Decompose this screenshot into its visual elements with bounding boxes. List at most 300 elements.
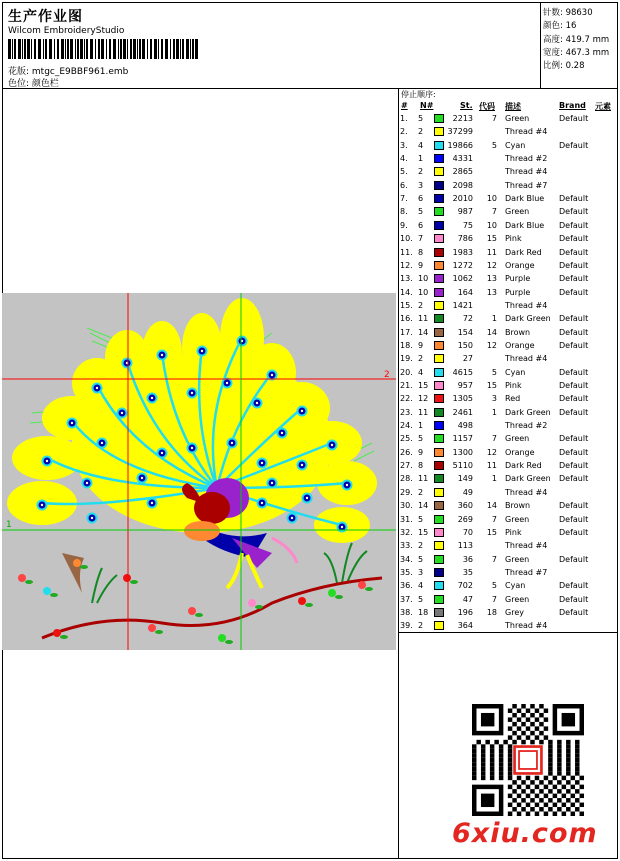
stitch-count: 1062 [452,274,473,284]
stitch-count: 113 [457,541,473,551]
needle-number: 4 [418,140,424,150]
color-count: 颜色: 16 [543,21,577,31]
color-swatch [434,488,444,497]
table-row [399,554,619,567]
row-number: 2. [400,127,408,137]
color-swatch [434,434,444,443]
thread-code: 5 [491,367,497,377]
thread-brand: Default [559,554,589,564]
thread-brand: Default [559,114,589,123]
stitch-count: 37299 [447,127,473,137]
needle-number: 3 [418,567,424,577]
stitch-count: 149 [457,474,473,484]
row-number: 14. [400,287,413,297]
marker-1: 1 [6,520,12,530]
thread-code: 15 [486,381,497,390]
col-header-stitches: St. [460,101,473,110]
table-row [399,620,619,633]
needle-number: 10 [418,274,429,284]
color-swatch [434,207,444,216]
thread-code: 1 [491,407,497,417]
stitch-count: 987 [457,207,473,217]
thread-description: Green [505,514,530,524]
thread-description: Purple [505,287,531,297]
thread-code: 5 [491,140,497,150]
row-number: 30. [400,501,413,511]
thread-brand: Default [559,461,589,471]
needle-number: 15 [418,527,429,537]
thread-brand: Default [559,314,589,324]
needle-number: 4 [418,367,424,377]
needle-number: 14 [418,327,429,337]
color-swatch [434,474,444,483]
needle-number: 3 [418,180,424,190]
thread-brand: Default [559,367,589,377]
needle-number: 4 [418,581,424,591]
thread-brand: Default [559,207,589,217]
design-preview [2,293,396,650]
color-swatch [434,541,444,550]
thread-brand: Default [559,607,589,617]
color-swatch [434,608,444,617]
table-row [399,433,619,446]
thread-description: Brown [505,501,531,511]
row-number: 39. [400,621,413,631]
color-swatch [434,328,444,337]
needle-number: 11 [418,314,429,324]
needle-number: 5 [418,114,424,123]
table-row [399,407,619,420]
color-swatch [434,448,444,457]
color-swatch [434,181,444,190]
stitch-count: 36 [462,554,473,564]
color-swatch [434,621,444,630]
stitch-count: 4615 [452,367,473,377]
thread-code: 10 [486,194,497,204]
thread-code: 7 [491,114,497,123]
needle-number: 12 [418,394,429,404]
thread-brand: Default [559,527,589,537]
color-swatch [434,154,444,163]
row-number: 34. [400,554,413,564]
color-swatch [434,595,444,604]
stitch-count: 2865 [452,167,473,177]
stitch-count: 1305 [452,394,473,404]
thread-brand: Default [559,474,589,484]
thread-description: Thread #4 [505,487,548,497]
color-swatch [434,408,444,417]
table-row [399,460,619,473]
thread-description: Thread #7 [505,567,548,577]
table-row [399,514,619,527]
color-position: 色位: 颜色栏 [8,79,59,89]
stitch-count: 35 [462,567,473,577]
table-row [399,473,619,486]
color-swatch [434,167,444,176]
row-number: 1. [400,114,408,123]
thread-description: Thread #4 [505,354,548,364]
table-row [399,233,619,246]
color-swatch [434,354,444,363]
table-row [399,380,619,393]
row-number: 11. [400,247,413,257]
thread-code: 10 [486,220,497,230]
table-row [399,327,619,340]
design-width: 宽度: 467.3 mm [543,48,610,58]
thread-description: Dark Red [505,247,542,257]
needle-number: 5 [418,207,424,217]
stitch-count: 269 [457,514,473,524]
row-number: 36. [400,581,413,591]
stitch-count: 针数: 98630 [543,8,593,18]
stop-sequence-label: 停止顺序: [401,90,436,99]
watermark-logo: 6xiu.com [452,818,598,849]
thread-code: 7 [491,514,497,524]
color-swatch [434,261,444,270]
stitch-count: 1157 [452,434,473,444]
stitch-count: 702 [457,581,473,591]
sheet-title: 生产作业图 [8,9,83,25]
thread-brand: Default [559,514,589,524]
color-swatch [434,394,444,403]
table-row [399,247,619,260]
thread-brand: Default [559,434,589,444]
qr-code [472,704,584,816]
thread-code: 13 [486,274,497,284]
color-swatch [434,248,444,257]
row-number: 6. [400,180,408,190]
marker-2: 2 [384,370,390,380]
table-row [399,567,619,580]
col-header-brand: Brand [559,101,586,110]
stitch-count: 154 [457,327,473,337]
thread-code: 7 [491,554,497,564]
row-number: 13. [400,274,413,284]
row-number: 15. [400,300,413,310]
row-number: 27. [400,461,413,471]
design-stats [540,2,618,89]
thread-brand: Default [559,234,589,244]
table-row [399,487,619,500]
thread-description: Green [505,207,530,217]
needle-number: 5 [418,514,424,524]
table-row [399,300,619,313]
thread-brand: Default [559,327,589,337]
thread-code: 3 [491,394,497,404]
thread-brand: Default [559,394,589,404]
row-number: 7. [400,194,408,204]
color-swatch [434,421,444,430]
table-row [399,126,619,139]
thread-code: 7 [491,594,497,604]
stitch-count: 5110 [452,461,473,471]
row-number: 9. [400,220,408,230]
row-number: 32. [400,527,413,537]
needle-number: 11 [418,474,429,484]
stitch-count: 4331 [452,154,473,164]
stitch-count: 196 [457,607,473,617]
thread-brand: Default [559,447,589,457]
thread-description: Dark Red [505,461,542,471]
stitch-count: 75 [462,220,473,230]
thread-description: Dark Blue [505,194,545,204]
thread-description: Orange [505,340,535,350]
needle-number: 14 [418,501,429,511]
thread-code: 7 [491,434,497,444]
stitch-count: 1272 [452,260,473,270]
table-row [399,527,619,540]
needle-number: 18 [418,607,429,617]
stitch-count: 2098 [452,180,473,190]
row-number: 21. [400,381,413,390]
row-number: 17. [400,327,413,337]
color-swatch [434,141,444,150]
thread-description: Orange [505,447,535,457]
thread-description: Thread #4 [505,127,548,137]
thread-description: Brown [505,327,531,337]
row-number: 12. [400,260,413,270]
row-number: 24. [400,421,413,431]
row-number: 33. [400,541,413,551]
needle-number: 2 [418,487,424,497]
table-row [399,193,619,206]
stitch-count: 2461 [452,407,473,417]
color-swatch [434,381,444,390]
stitch-count: 49 [462,487,473,497]
col-header-needle: N# [420,101,434,110]
thread-description: Pink [505,381,522,390]
table-row [399,180,619,193]
needle-number: 2 [418,127,424,137]
thread-description: Dark Green [505,474,551,484]
table-row [399,340,619,353]
thread-code: 14 [486,327,497,337]
stitch-count: 957 [457,381,473,390]
software-name: Wilcom EmbroideryStudio [8,26,125,36]
thread-brand: Default [559,220,589,230]
color-swatch [434,528,444,537]
thread-description: Thread #4 [505,541,548,551]
needle-number: 1 [418,154,424,164]
table-row [399,166,619,179]
table-row [399,153,619,166]
needle-number: 5 [418,434,424,444]
thread-description: Pink [505,234,522,244]
thread-description: Purple [505,274,531,284]
color-swatch [434,221,444,230]
thread-brand: Default [559,260,589,270]
thread-code: 11 [486,247,497,257]
thread-brand: Default [559,287,589,297]
barcode [8,39,203,59]
thread-brand: Default [559,594,589,604]
thread-description: Cyan [505,581,526,591]
thread-description: Cyan [505,367,526,377]
needle-number: 6 [418,194,424,204]
thread-description: Dark Blue [505,220,545,230]
thread-brand: Default [559,194,589,204]
thread-code: 12 [486,447,497,457]
thread-description: Dark Green [505,314,551,324]
color-swatch [434,127,444,136]
row-number: 28. [400,474,413,484]
needle-number: 2 [418,621,424,631]
stitch-count: 27 [462,354,473,364]
color-swatch [434,194,444,203]
color-swatch [434,274,444,283]
thread-code: 15 [486,234,497,244]
thread-code: 12 [486,260,497,270]
stitch-count: 498 [457,421,473,431]
col-header-desc: 描述 [505,102,521,111]
needle-number: 8 [418,247,424,257]
needle-number: 2 [418,541,424,551]
thread-brand: Default [559,247,589,257]
thread-description: Thread #2 [505,154,548,164]
stitch-count: 1421 [452,300,473,310]
stitch-count: 164 [457,287,473,297]
thread-description: Pink [505,527,522,537]
row-number: 4. [400,154,408,164]
needle-number: 1 [418,421,424,431]
table-row [399,206,619,219]
thread-brand: Default [559,407,589,417]
color-swatch [434,301,444,310]
stitch-count: 364 [457,621,473,631]
thread-code: 15 [486,527,497,537]
thread-description: Thread #4 [505,621,548,631]
peacock-embroidery-image [2,293,396,650]
needle-number: 2 [418,354,424,364]
stitch-count: 786 [457,234,473,244]
color-swatch [434,555,444,564]
needle-number: 9 [418,260,424,270]
stitch-count: 72 [462,314,473,324]
row-number: 8. [400,207,408,217]
thread-code: 1 [491,474,497,484]
color-swatch [434,288,444,297]
design-height: 高度: 419.7 mm [543,35,610,45]
row-number: 26. [400,447,413,457]
row-number: 19. [400,354,413,364]
color-swatch [434,568,444,577]
needle-number: 5 [418,554,424,564]
table-row [399,420,619,433]
col-header-num: # [401,101,408,110]
row-number: 37. [400,594,413,604]
thread-description: Red [505,394,521,404]
thread-description: Dark Green [505,407,551,417]
col-header-element: 元素 [595,102,611,111]
table-row [399,220,619,233]
needle-number: 6 [418,220,424,230]
row-number: 23. [400,407,413,417]
table-row [399,140,619,153]
stitch-count: 1983 [452,247,473,257]
thread-code: 14 [486,501,497,511]
table-row [399,313,619,326]
thread-description: Orange [505,260,535,270]
pattern-file: 花版: mtgc_E9BBF961.emb [8,67,129,77]
needle-number: 9 [418,447,424,457]
thread-brand: Default [559,501,589,511]
color-swatch [434,114,444,123]
needle-number: 7 [418,234,424,244]
table-row [399,273,619,286]
color-swatch [434,341,444,350]
needle-number: 11 [418,407,429,417]
needle-number: 10 [418,287,429,297]
row-number: 35. [400,567,413,577]
row-number: 18. [400,340,413,350]
thread-description: Thread #4 [505,300,548,310]
needle-number: 15 [418,381,429,390]
stitch-count: 1300 [452,447,473,457]
thread-description: Grey [505,607,524,617]
color-swatch [434,581,444,590]
stitch-count: 150 [457,340,473,350]
thread-description: Cyan [505,140,526,150]
needle-number: 5 [418,594,424,604]
needle-number: 8 [418,461,424,471]
row-number: 3. [400,140,408,150]
thread-code: 18 [486,607,497,617]
color-sequence-panel [398,89,618,633]
thread-code: 5 [491,581,497,591]
row-number: 22. [400,394,413,404]
color-swatch [434,461,444,470]
row-number: 16. [400,314,413,324]
stitch-count: 2010 [452,194,473,204]
row-number: 31. [400,514,413,524]
table-row [399,113,619,126]
stitch-count: 2213 [452,114,473,123]
stitch-count: 360 [457,501,473,511]
needle-number: 2 [418,167,424,177]
thread-description: Thread #2 [505,421,548,431]
row-number: 20. [400,367,413,377]
table-row [399,500,619,513]
thread-description: Thread #7 [505,180,548,190]
design-scale: 比例: 0.28 [543,61,585,71]
table-row [399,447,619,460]
thread-brand: Default [559,381,589,390]
color-swatch [434,314,444,323]
row-number: 38. [400,607,413,617]
thread-description: Thread #4 [505,167,548,177]
thread-code: 7 [491,207,497,217]
color-swatch [434,515,444,524]
thread-brand: Default [559,274,589,284]
needle-number: 9 [418,340,424,350]
thread-description: Green [505,434,530,444]
row-number: 25. [400,434,413,444]
table-row [399,393,619,406]
stitch-count: 47 [462,594,473,604]
thread-description: Green [505,114,530,123]
header [2,2,540,89]
color-swatch [434,368,444,377]
thread-code: 12 [486,340,497,350]
thread-description: Green [505,594,530,604]
thread-code: 13 [486,287,497,297]
table-row [399,367,619,380]
thread-code: 1 [491,314,497,324]
needle-number: 2 [418,300,424,310]
thread-brand: Default [559,581,589,591]
table-row [399,594,619,607]
color-swatch [434,234,444,243]
